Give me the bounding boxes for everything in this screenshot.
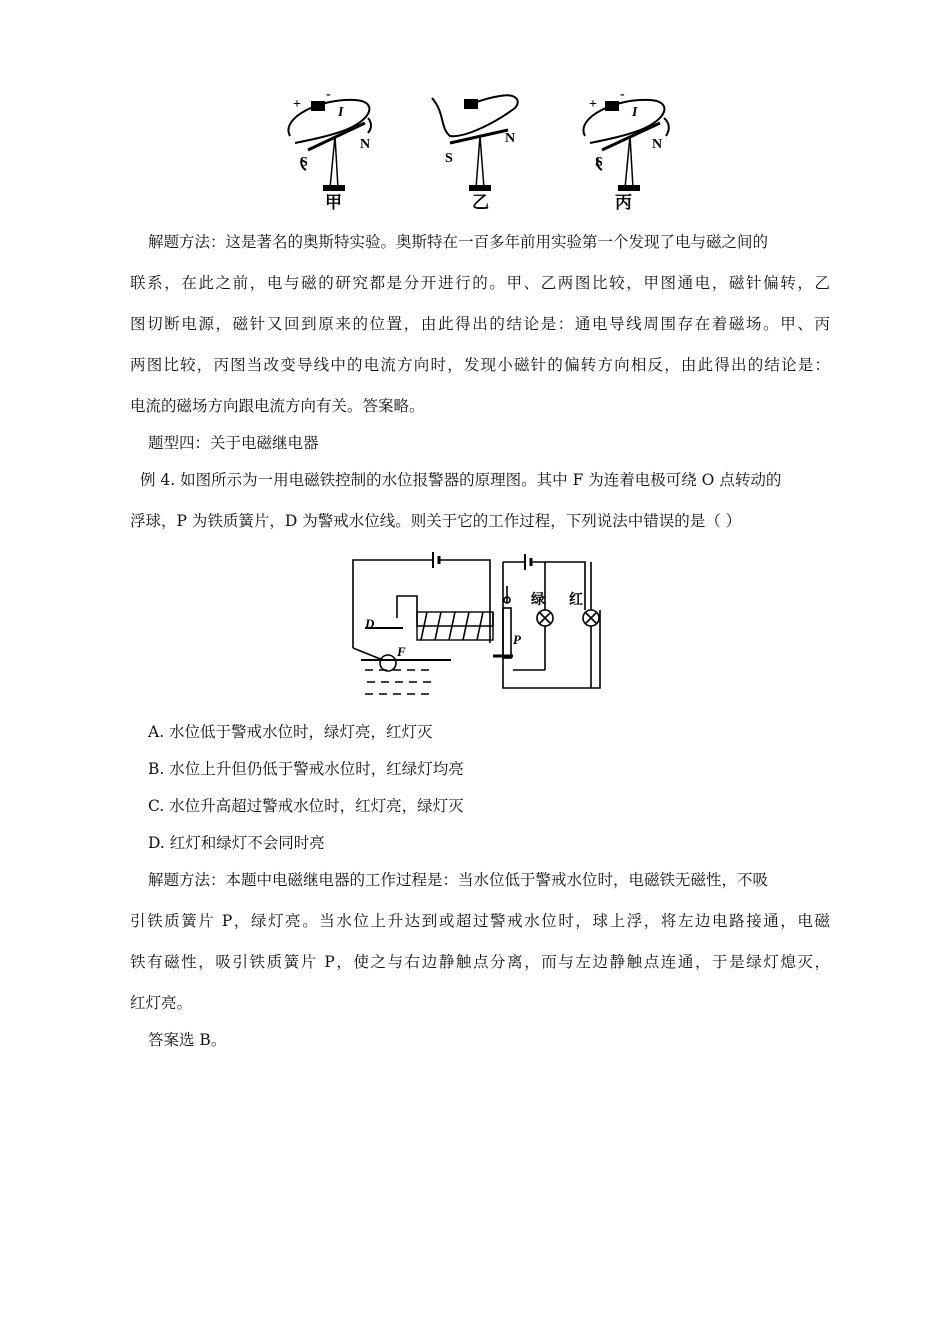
plus-sign-bing: + [589, 97, 597, 112]
option-d: D. 红灯和绿灯不会同时亮 [148, 834, 325, 852]
label-yi: 乙 [472, 193, 489, 212]
s-pole-jia: S [300, 155, 308, 170]
para2-line-4: 红灯亮。 [130, 994, 193, 1012]
para2-line-1: 解题方法：本题中电磁继电器的工作过程是：当水位低于警戒水位时，电磁铁无磁性，不吸 [148, 871, 769, 889]
para1-line-5: 电流的磁场方向跟电流方向有关。答案略。 [130, 397, 425, 415]
section-title: 题型四：关于电磁继电器 [148, 434, 319, 452]
example-line-1: 例 4. 如图所示为一用电磁铁控制的水位报警器的原理图。其中 F 为连着电极可绕 O 点转动的 [140, 471, 782, 489]
current-label-jia: I [338, 105, 344, 120]
option-b: B. 水位上升但仍低于警戒水位时，红绿灯均亮 [148, 760, 464, 778]
para1-line-2: 联系，在此之前，电与磁的研究都是分开进行的。甲、乙两图比较，甲图通电，磁针偏转，乙 [130, 274, 830, 292]
n-pole-yi: N [505, 131, 516, 146]
label-jia: 甲 [325, 193, 342, 212]
para1-line-1: 解题方法：这是著名的奥斯特实验。奥斯特在一百多年前用实验第一个发现了电与磁之间的 [148, 233, 769, 251]
s-pole-yi: S [445, 151, 453, 166]
label-bing: 丙 [615, 193, 632, 212]
oersted-figure [280, 88, 680, 213]
label-p: P [513, 632, 521, 647]
plus-sign-jia: + [293, 97, 301, 112]
option-a: A. 水位低于警戒水位时，绿灯亮，红灯灭 [148, 723, 433, 741]
para1-line-4: 两图比较，丙图当改变导线中的电流方向时，发现小磁针的偏转方向相反，由此得出的结论是： [130, 356, 830, 374]
minus-sign-bing: - [620, 88, 625, 102]
para2-line-3: 铁有磁性，吸引铁质簧片 P，使之与右边静触点分离，而与左边静触点连通，于是绿灯熄灭， [130, 953, 830, 971]
n-pole-jia: N [360, 137, 371, 152]
para2-line-2: 引铁质簧片 P，绿灯亮。当水位上升达到或超过警戒水位时，球上浮，将左边电路接通，电磁 [130, 912, 830, 930]
s-pole-bing: S [595, 155, 603, 170]
example-line-2: 浮球，P 为铁质簧片，D 为警戒水位线。则关于它的工作过程，下列说法中错误的是（ ） [130, 512, 742, 530]
option-c: C. 水位升高超过警戒水位时，红灯亮，绿灯灭 [148, 797, 464, 815]
n-pole-bing: N [652, 137, 663, 152]
label-d: D [365, 616, 375, 631]
label-red-lamp: 红 [569, 593, 583, 608]
para1-line-3: 图切断电源，磁针又回到原来的位置，由此得出的结论是：通电导线周围存在着磁场。甲、丙 [130, 315, 830, 333]
water-alarm-circuit [345, 548, 615, 708]
label-f: F [397, 644, 406, 659]
answer-line: 答案选 B。 [148, 1031, 227, 1049]
current-label-bing: I [632, 105, 638, 120]
minus-sign-jia: - [326, 88, 331, 102]
figure-jia [288, 100, 371, 190]
label-green-lamp: 绿 [531, 593, 545, 608]
